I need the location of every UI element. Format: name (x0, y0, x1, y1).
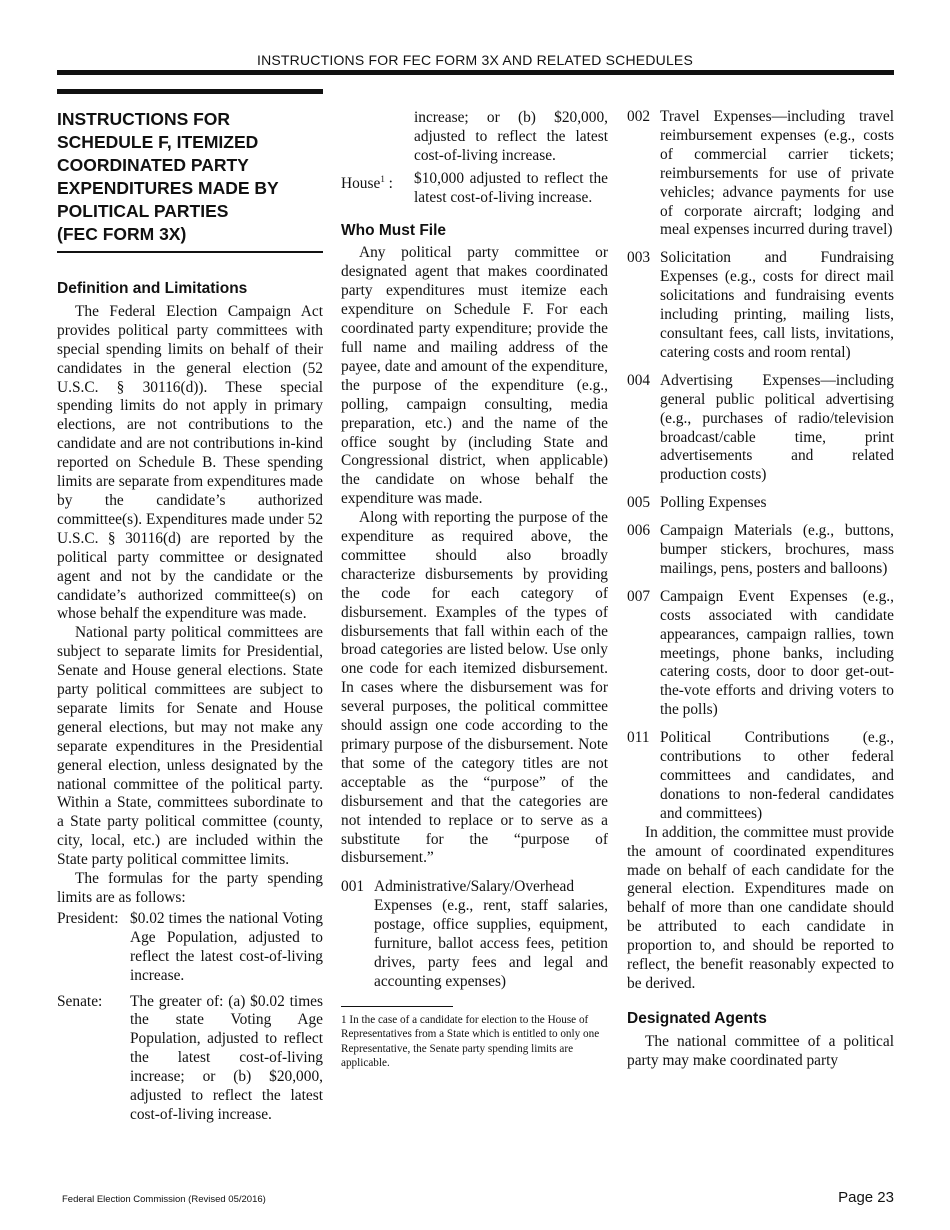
schedule-title-line: POLITICAL PARTIES (57, 201, 229, 221)
disbursement-code-item (627, 522, 894, 579)
schedule-title-line: (FEC FORM 3X) (57, 224, 187, 244)
code-number: 004 (627, 371, 651, 389)
in-addition-paragraph: In addition, the committee must provide the amount of coordinated expenditures made on behalf of each candidate for the general election. Expenditures made on behalf of more than one candidate should be attributed to each candidate in proportion to, and should be reported to reflect, the benefit reasonably expected to be derived. (627, 823, 894, 992)
code-description: Polling Expenses (660, 494, 767, 512)
limit-row-house (341, 170, 608, 208)
code-description: Political Contributions (e.g., contributions to other federal committees and candidates, and donations to non-federal candidates and committees) (660, 729, 894, 822)
limit-label: House$^1$ : (341, 173, 393, 192)
title-rule-top (57, 89, 323, 94)
schedule-title-line: INSTRUCTIONS FOR (57, 109, 231, 129)
definition-heading: Definition and Limitations (57, 280, 248, 297)
footer-revision: Federal Election Commission (Revised 05/2016) (62, 1194, 266, 1205)
schedule-title-line: COORDINATED PARTY (57, 155, 249, 175)
code-description: Advertising Expenses—including general public political advertising (e.g., purchases of radio/television broadcast/cable time, print advertisements and related production costs) (660, 371, 894, 484)
code-description: Campaign Materials (e.g., buttons, bumper stickers, brochures, mass mailings, pens, posters and balloons) (660, 522, 894, 577)
footnote-text: In the case of a candidate for election to the House of Representatives from a State which is entitled to only one Representative, the Senate party spending limits are applicable. (341, 1013, 600, 1070)
limit-text: $10,000 adjusted to reflect the latest cost-of-living increase. (414, 169, 608, 206)
disbursement-code-item (627, 494, 894, 513)
code-number: 003 (627, 249, 651, 267)
code-number: 006 (627, 522, 651, 540)
running-header: INSTRUCTIONS FOR FEC FORM 3X AND RELATED SCHEDULES (256, 52, 693, 68)
footnote-mark: 1 (341, 1013, 347, 1026)
column-3 (627, 108, 894, 1071)
column-1 (57, 108, 323, 1125)
code-number: 011 (627, 729, 650, 747)
footnote (341, 1013, 608, 1071)
designated-agents-paragraph: The national committee of a political party may make coordinated party (627, 1032, 894, 1069)
who-must-file-paragraph: Any political party committee or designated agent that makes coordinated party expenditures must itemize each expenditure on Schedule F. For each coordinated party expenditure; provide the full name and mailing address of the payee, date and amount of the expenditure, the purpose of the expenditure (e.g., polling, campaign consulting, media preparation, etc.) and the name of the office sought by (including State and Congressional district, when applicable) the candidate on whose behalf the expenditure was made. (341, 244, 608, 508)
limit-text: $0.02 times the national Voting Age Population, adjusted to reflect the latest cost-of-living increase. (130, 909, 323, 984)
code-description: Campaign Event Expenses (e.g., costs associated with candidate appearances, campaign rallies, town meetings, phone banks, including catering costs, door to door get-out-the-vote efforts and driving voters to the polls) (660, 587, 894, 719)
code-description: Travel Expenses—including travel reimbursement expenses (e.g., costs of commercial carrier tickets; reimbursements for use of private vehicles; advance payments for use of corporate aircraft; lodging and meal expenses incurred during travel) (660, 108, 894, 239)
definition-paragraph: The formulas for the party spending limits are as follows: (57, 870, 323, 906)
footnote-reference: 1 (380, 173, 385, 184)
limit-label: Senate: (57, 992, 103, 1010)
disbursement-code-item (627, 372, 894, 485)
disbursement-code-item (627, 108, 894, 240)
limit-row-president (57, 910, 323, 986)
header-rule (57, 70, 894, 75)
disbursement-code-item (341, 878, 608, 991)
definition-paragraph: The Federal Election Campaign Act provides political party committees with special spending limits on behalf of their candidates in the general election (52 U.S.C. § 30116(d)). These special spending limits do not apply in primary elections, are not contributions to the candidate and are not contributions in-kind reported on Schedule B. These spending limits are separate from expenditures made by the candidate’s authorized committee(s). Expenditures made under 52 U.S.C. § 30116(d) are reported by the political party committee or designated agent and not by the candidate or the candidate’s authorized committee(s) on whose behalf the expenditure was made. (57, 302, 323, 623)
limit-text-continued: increase; or (b) $20,000, adjusted to reflect the latest cost-of-living increase. (414, 109, 608, 164)
column-2 (341, 109, 608, 1071)
schedule-title (57, 108, 323, 246)
definition-paragraph: National party political committees are subject to separate limits for Presidential, Senate and House general elections. State party political committees are subject to separate limits for Senate and House general elections, but may not make any separate expenditures in the Presidential general election, unless designated by the national committee of the political party. Within a State, committees subordinate to a State party political committee (county, city, local, etc.) are included within the State party political committee limits. (57, 624, 323, 869)
disbursement-code-item (627, 588, 894, 720)
disbursement-code-item (627, 249, 894, 362)
designated-agents-heading: Designated Agents (627, 1009, 767, 1027)
who-must-file-heading: Who Must File (341, 221, 447, 239)
disbursement-code-item (627, 729, 894, 824)
code-description: Administrative/Salary/Overhead Expenses (e.g., rent, staff salaries, postage, office supplies, equipment, furniture, ballot access fees, petition drives, party fees and legal and accounting expenses) (374, 878, 608, 990)
who-must-file-paragraph: Along with reporting the purpose of the expenditure as required above, the committee should also broadly characterize disbursements by providing the code for each category of disbursement. Examples of the types of disbursements that fall within each of the broad categories are listed below. Use only one code for each itemized disbursement. In cases where the disbursement was for several purposes, the political committee should assign one code according to the primary purpose of the disbursement. Note that some of the category titles are not acceptable as the “purpose” of the disbursement and that the categories are not intended to replace or to serve as a substitute for the “purpose of disbursement.” (341, 509, 608, 867)
limit-row-senate-continued (341, 109, 608, 166)
code-number: 001 (341, 878, 365, 896)
footnote-rule (341, 1006, 453, 1007)
schedule-title-line: SCHEDULE F, ITEMIZED (57, 132, 259, 152)
code-number: 005 (627, 494, 651, 512)
limit-label: President: (57, 909, 119, 927)
limit-text: The greater of: (a) $0.02 times the state Voting Age Population, adjusted to reflect the latest cost-of-living increase; or (b) $20,000, adjusted to reflect the latest cost-of-living increase. (130, 992, 323, 1123)
code-description: Solicitation and Fundraising Expenses (e.g., costs for direct mail solicitations and fundraising events including printing, mailing lists, consultant fees, call lists, invitations, catering costs and room rental) (660, 249, 894, 361)
schedule-title-line: EXPENDITURES MADE BY (57, 178, 279, 198)
page-number: Page 23 (838, 1189, 894, 1206)
code-number: 002 (627, 108, 651, 125)
code-number: 007 (627, 587, 651, 605)
limit-row-senate (57, 993, 323, 1125)
